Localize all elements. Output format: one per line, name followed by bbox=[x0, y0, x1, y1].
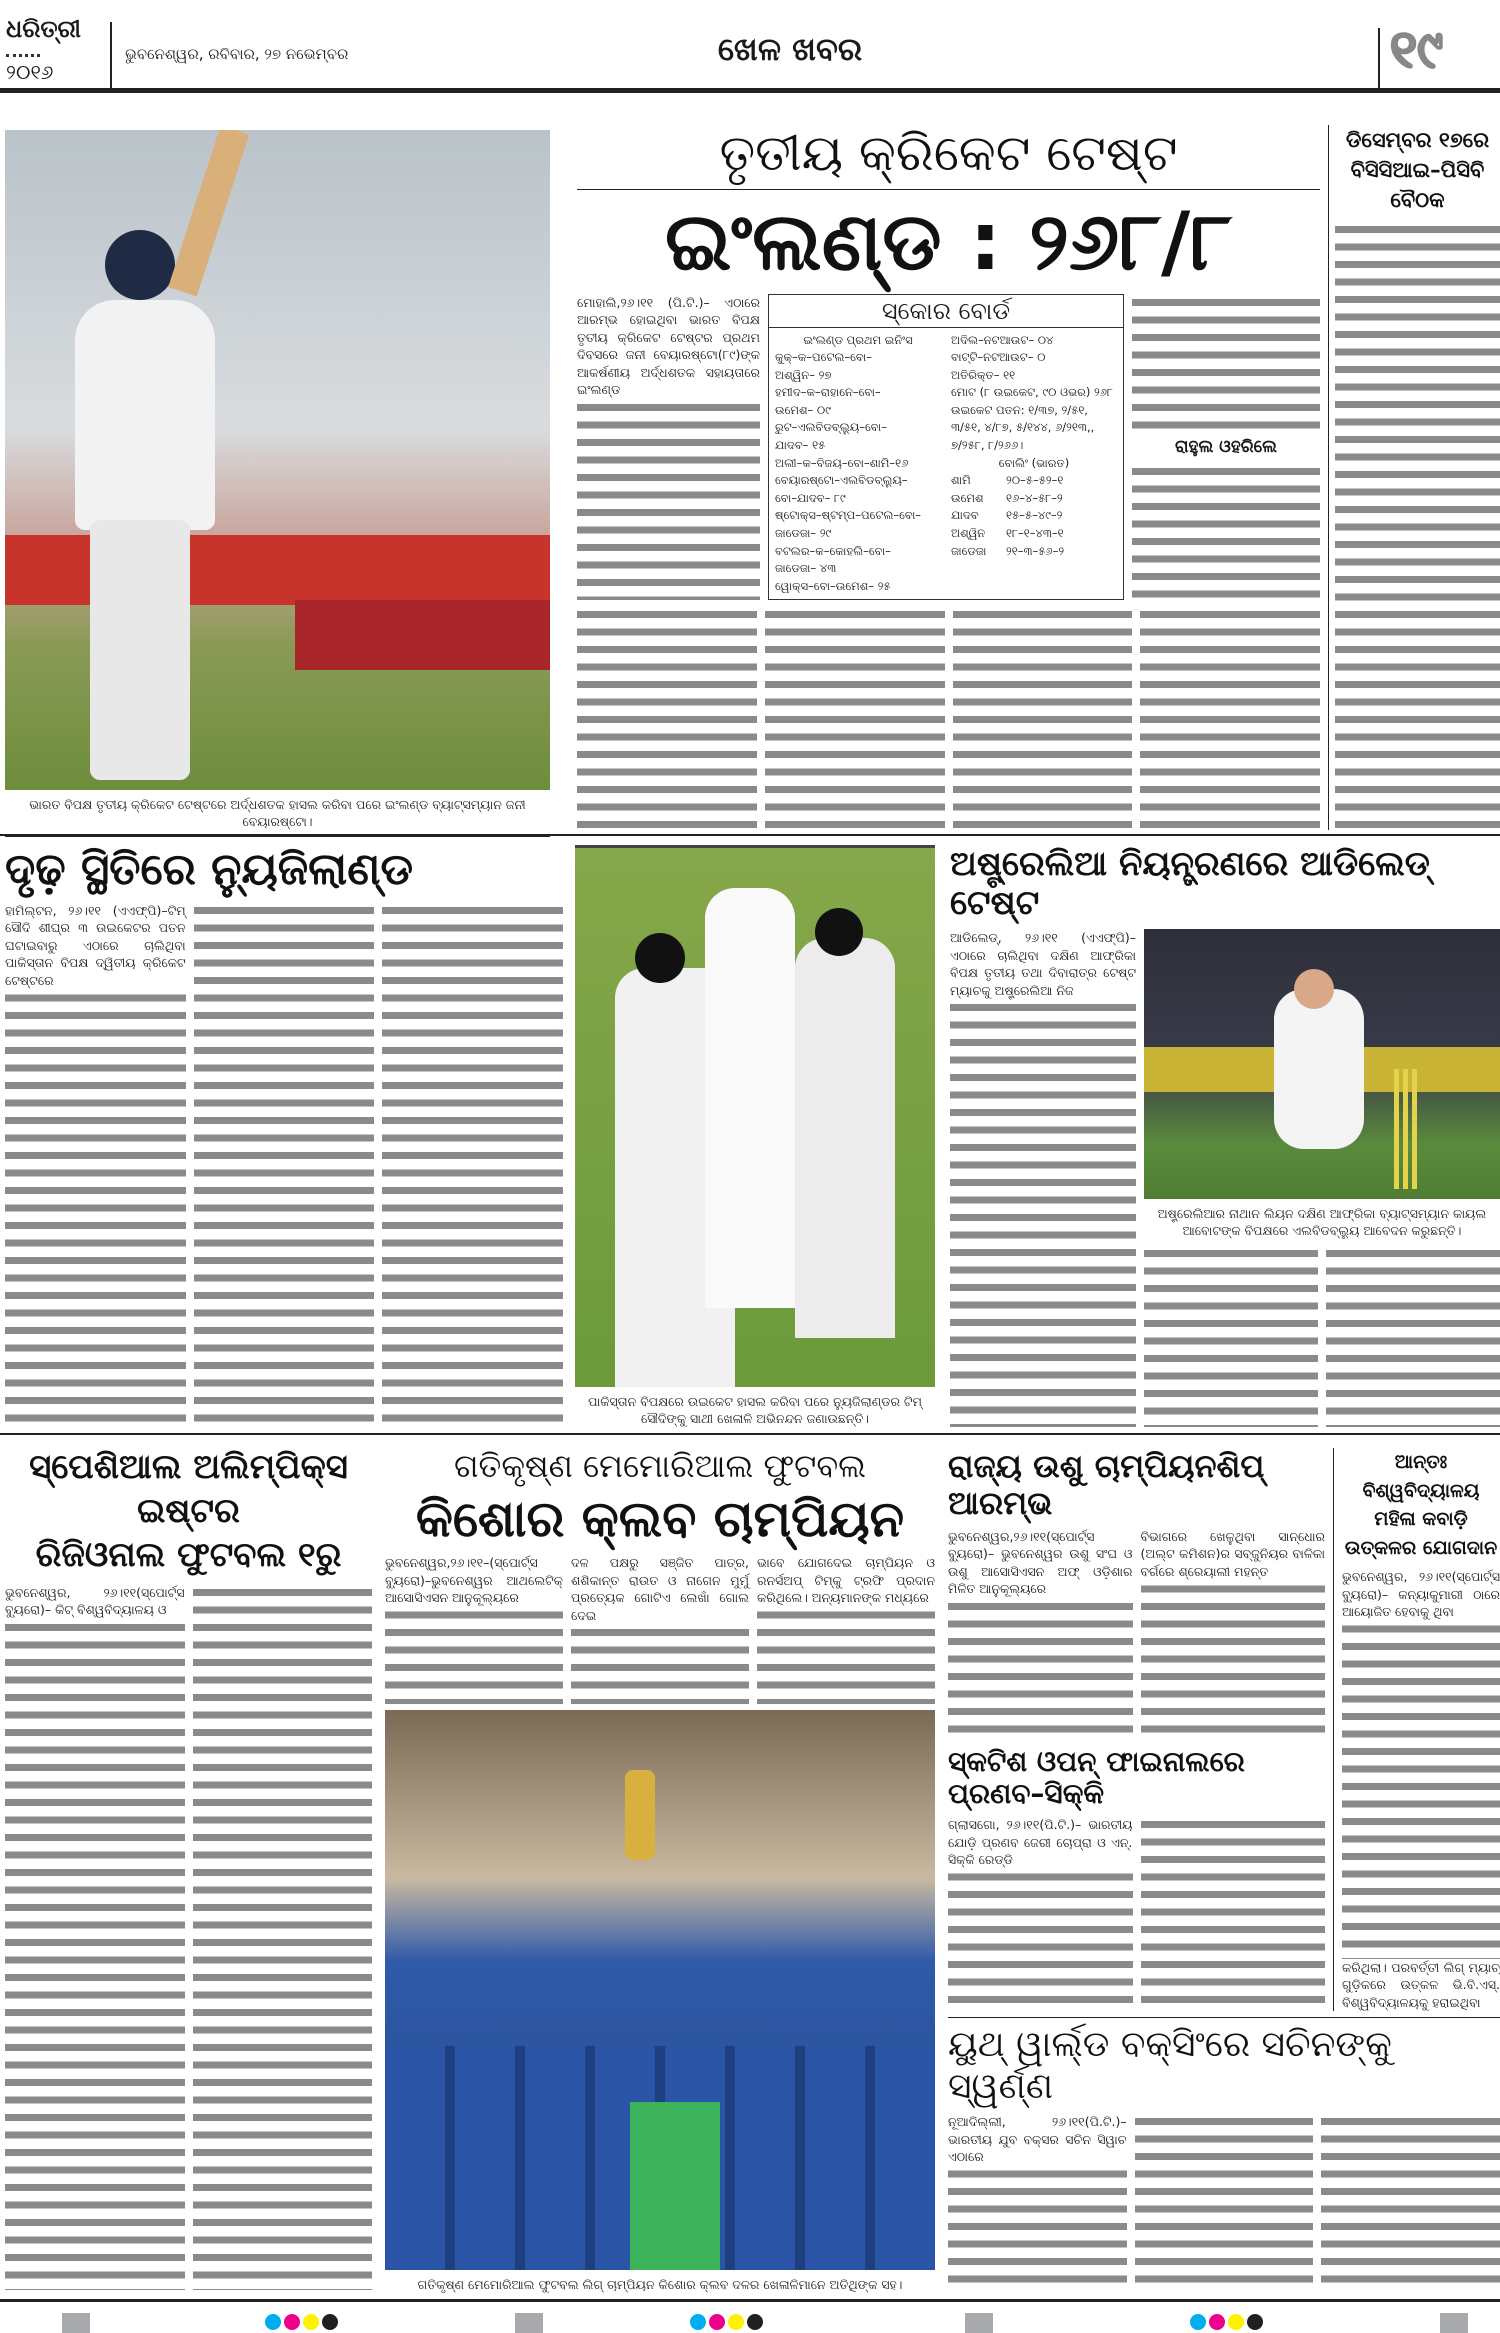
special-olympics-story bbox=[5, 1445, 372, 2290]
masthead-rule bbox=[0, 88, 1500, 93]
extras-list: ଅଦିଲ–ନଟଆଉଟ– ୦୪ ବାଟ୍ଟି–ନଟଆଉଟ– ୦ ଅତିରିକ୍ତ– ୧୧ ମୋଟ (୮ ଉଇକେଟ, ୯୦ ଓଭର) ୨୬୮ ଉଇକେଟ ପତନ: ୧/୩୭, ୨/୫୧, ୩/୫୧, ୪/୮୭, ୫/୧୪୪, ୬/୨୧୩,, ୭/୨୫୮, ୮/୨୬୬। ବୋଲିଂ (ଭାରତ) ଶାମି ୨୦–୫–୫୨–୧ ଉମେଶ ୧୬–୪–୫୮–୨ ଯାଦବ ୧୫–୫–୪୯–୨ ଅଶ୍ୱିନ ୧୮–୧–୪୩–୧ ଜାଡେଜା ୨୧–୩–୫୬–୨ bbox=[951, 332, 1117, 596]
subhead: ରାହୁଲ ଓହରିଲେ bbox=[1132, 437, 1320, 457]
registration-dot bbox=[265, 2314, 281, 2330]
scottish-column bbox=[1141, 1816, 1326, 2011]
bowling-row: ଜାଡେଜା ୨୧–୩–୫୬–୨ bbox=[951, 543, 1065, 558]
batting-row: ଅଲୀ–କ–ବିଜୟ–ବୋ–ଶାମି–୧୬ bbox=[775, 455, 909, 470]
bowling-row: ଯାଦବ ୧୫–୫–୪୯–୨ bbox=[951, 508, 1063, 523]
aus-photo-caption: ଅଷ୍ଟ୍ରେଲିଆର ନାଥାନ ଲିୟନ ଦକ୍ଷିଣ ଆଫ୍ରିକା ବ୍ୟାଟ୍ସମ୍ୟାନ କାୟଲ ଆବୋଟଙ୍କ ବିପକ୍ଷରେ ଏଲବିଡବ୍ଲ୍ୟୁ ଆବେଦନ କରୁଛନ୍ତି। bbox=[1157, 1206, 1487, 1239]
registration-dot bbox=[709, 2314, 725, 2330]
aus-column: ଆଡିଲେଡ୍, ୨୬।୧୧ (ଏଏଫ୍‌ପି)– ଏଠାରେ ଚାଲିଥିବା ଦକ୍ଷିଣ ଆଫ୍ରିକା ବିପକ୍ଷ ତୃତୀୟ ତଥା ଦିବାରାତ୍ର ଟେଷ୍ଟ ମ୍ୟାଚକୁ ଅଷ୍ଟ୍ରେଲିଆ ନିଜ bbox=[950, 929, 1136, 1427]
newspaper-logo: ଧରିତ୍ରୀ bbox=[6, 14, 81, 43]
scoreboard-title: ସ୍କୋର ବୋର୍ଡ bbox=[769, 295, 1123, 328]
registration-dot bbox=[284, 2314, 300, 2330]
lyon-photo bbox=[1144, 929, 1500, 1199]
batting-row: ରୁଟ–ଏଲବିଡବ୍ଲ୍ୟୁ–ବୋ– bbox=[775, 420, 887, 435]
gray-swatch bbox=[515, 2313, 543, 2333]
section-rule bbox=[0, 834, 1500, 836]
football-kicker: ଗତିକୃଷ୍ଣ ମେମୋରିଆଲ ଫୁଟବଲ bbox=[453, 1447, 867, 1485]
aus-column bbox=[1144, 1245, 1318, 1427]
batting-list: ଇଂଲଣ୍ଡ ପ୍ରଥମ ଇନିଂସ କୁକ୍–କ–ପଟେଲ–ବୋ– ଅଶ୍ୱିନ– ୨୭ ହମୀଦ–କ–ରାହାନେ–ବୋ– ଉମେଶ– ୦୯ ରୁଟ–ଏଲବିଡବ୍ଲ୍ୟୁ–ବୋ– ଯାଦବ– ୧୫ ଅଲୀ–କ–ବିଜୟ–ବୋ–ଶାମି–୧୬ ବେୟାରଷ୍ଟୋ–ଏଲବିଡବ୍ଲ୍ୟୁ– ବୋ–ଯାଦବ– ୮୯ ଷ୍ଟୋକ୍ସ–ଷ୍ଟମ୍ପ–ପଟେଲ–ବୋ– ଜାଡେଜା– ୨୯ ବଟଲର–କ–କୋହଲି–ବୋ– ଜାଡେଜା– ୪୩ ୱୋକ୍ସ–ବୋ–ଉମେଶ– ୨୫ bbox=[775, 332, 941, 596]
football-column: ଭାବେ ଯୋଗଦେଇ ଚାମ୍ପିୟନ ଓ ରନର୍ସଅପ୍ ଟିମ୍‌କୁ ଟ୍ରଫି ପ୍ରଦାନ କରିଥିଲେ। ଅନ୍ୟମାନଙ୍କ ମଧ୍ୟରେ bbox=[757, 1554, 935, 1704]
wushu-column: ଭୁବନେଶ୍ୱର,୨୬।୧୧(ସ୍ପୋର୍ଟ୍ସ ବ୍ୟୁରୋ)– ଭୁବନେଶ୍ୱର ଉଶୁ ସଂଘ ଓ ଉଶୁ ଆସୋସିଏସନ ଅଫ୍ ଓଡ଼ିଶାର ମିଳିତ ଆନୁକୂଲ୍ୟରେ bbox=[948, 1528, 1133, 1740]
top-story-column: ମୋହାଲି,୨୬।୧୧ (ପି.ଟି.)– ଏଠାରେ ଆରମ୍ଭ ହୋଇଥିବା ଭାରତ ବିପକ୍ଷ ତୃତୀୟ କ୍ରିକେଟ ଟେଷ୍ଟର ପ୍ରଥମ ଦିବସରେ ଜନୀ ବେୟାରଷ୍ଟୋ(୮୯)ଙ୍କ ଆକର୍ଷଣୀୟ ଅର୍ଦ୍ଧଶତକ ସହାୟତାରେ ଇଂଲଣ୍ଡ bbox=[577, 294, 760, 601]
batting-row: କୁକ୍–କ–ପଟେଲ–ବୋ– bbox=[775, 350, 873, 365]
sidebar-headline: ଡିସେମ୍ବର ୧୭ରେ ବିସିସିଆଇ–ପିସିବି ବୈଠକ bbox=[1345, 128, 1490, 212]
nz-headline: ଦୃଢ଼ ସ୍ଥିତିରେ ନ୍ୟୁଜିଲାଣ୍ଡ bbox=[5, 844, 414, 895]
boxing-column bbox=[1135, 2113, 1314, 2293]
column-rule bbox=[1328, 125, 1329, 830]
top-story-headline: ଇଂଲଣ୍ଡ : ୨୬୮/୮ bbox=[665, 194, 1232, 288]
masthead-divider bbox=[110, 22, 112, 88]
batting-row: ଜାଡେଜା– ୪୩ bbox=[775, 561, 837, 576]
football-headline: କିଶୋର କ୍ଲବ ଚାମ୍ପିୟନ bbox=[415, 1489, 905, 1548]
masthead bbox=[0, 0, 1500, 96]
bowling-row: ଅଶ୍ୱିନ ୧୮–୧–୪୩–୧ bbox=[951, 526, 1064, 541]
section-rule bbox=[948, 2017, 1500, 2018]
southee-photo bbox=[575, 845, 935, 1387]
masthead-divider bbox=[1378, 28, 1380, 88]
sidebar-column bbox=[1335, 221, 1500, 828]
special-olympics-column: ଭୁବନେଶ୍ୱର, ୨୬।୧୧(ସ୍ପୋର୍ଟ୍ସ ବ୍ୟୁରୋ)– କିଟ୍ ବିଶ୍ୱବିଦ୍ୟାଳୟ ଓ bbox=[5, 1584, 185, 2290]
kabaddi-headline: ଆନ୍ତଃ ବିଶ୍ୱବିଦ୍ୟାଳୟ ମହିଳା କବାଡ଼ି ଉତ୍କଳର ଯୋଗଦାନ bbox=[1344, 1451, 1498, 1559]
nz-column bbox=[382, 902, 563, 1425]
registration-dot bbox=[747, 2314, 763, 2330]
nz-column: ହାମିଲ୍ଟନ, ୨୬।୧୧ (ଏଏଫ୍‌ପି)–ଟିମ୍ ସୌଦି ଶୀଘ୍ର ୩ ଉଇକେଟର ପତନ ଘଟାଇବାରୁ ଏଠାରେ ଚାଲିଥିବା ପାକିସ୍ତାନ ବିପକ୍ଷ ଦ୍ୱିତୀୟ କ୍ରିକେଟ ଟେଷ୍ଟରେ bbox=[5, 902, 186, 1425]
nz-photo-caption: ପାକିସ୍ତାନ ବିପକ୍ଷରେ ଉଇକେଟ ହାସଲ କରିବା ପରେ ନ୍ୟୁଜିଲାଣ୍ଡର ଟିମ୍ ସୌଦିଙ୍କୁ ସାଥୀ ଖେଳାଳି ଅଭିନନ୍ଦନ ଜଣାଉଛନ୍ତି। bbox=[588, 1394, 922, 1426]
batting-row: ବେୟାରଷ୍ଟୋ–ଏଲବିଡବ୍ଲ୍ୟୁ– bbox=[775, 473, 908, 488]
top-story-kicker: ତୃତୀୟ କ୍ରିକେଟ ଟେଷ୍ଟ bbox=[719, 124, 1178, 182]
batting-row: ହମୀଦ–କ–ରାହାନେ–ବୋ– bbox=[775, 385, 881, 400]
section-rule bbox=[0, 1433, 1500, 1435]
registration-dot bbox=[1247, 2314, 1263, 2330]
date-line: ଭୁବନେଶ୍ୱର, ରବିବାର, ୨୭ ନଭେମ୍ବର bbox=[125, 45, 349, 63]
bairstow-photo bbox=[5, 130, 550, 790]
batting-row: ଉମେଶ– ୦୯ bbox=[775, 402, 831, 417]
batting-row: ଜାଡେଜା– ୨୯ bbox=[775, 526, 832, 541]
gray-swatch bbox=[1440, 2313, 1468, 2333]
football-column: ଭୁବନେଶ୍ୱର,୨୬।୧୧–(ସ୍ପୋର୍ଟ୍ସ ବ୍ୟୁରୋ)–ଭୁବନେଶ୍ୱର ଆଥଲେଟିକ୍ ଆସୋସିଏସନ ଆନୁକୂଲ୍ୟରେ bbox=[385, 1554, 563, 1704]
registration-dot bbox=[322, 2314, 338, 2330]
registration-dot bbox=[728, 2314, 744, 2330]
batting-row: ଅଶ୍ୱିନ– ୨୭ bbox=[775, 367, 832, 382]
caption-rule bbox=[5, 836, 550, 837]
boxing-column: ନୂଆଦିଲ୍ଲୀ, ୨୬।୧୧(ପି.ଟି.)– ଭାରତୀୟ ଯୁବ ବକ୍ସର ସଚିନ ସିୱାଚ ଏଠାରେ bbox=[948, 2113, 1127, 2293]
gray-swatch bbox=[965, 2313, 993, 2333]
wushu-column: ବିଭାଗରେ ଖେଳୁଥିବା ସାନ୍ଧୋର (ଅଲ୍ଟ କମିଶନ)ର ସବ୍‌ଜୁନିୟର ବାଳିକା ବର୍ଗରେ ଶ୍ରେୟାଲୀ ମହନ୍ତ bbox=[1141, 1528, 1326, 1740]
top-story-column bbox=[953, 606, 1133, 828]
registration-dot bbox=[1228, 2314, 1244, 2330]
nz-story bbox=[5, 845, 563, 1425]
batting-row: ଯାଦବ– ୧୫ bbox=[775, 438, 826, 453]
top-photo-caption: ଭାରତ ବିପକ୍ଷ ତୃତୀୟ କ୍ରିକେଟ ଟେଷ୍ଟରେ ଅର୍ଦ୍ଧଶତକ ହାସଲ କରିବା ପରେ ଇଂଲଣ୍ଡ ବ୍ୟାଟ୍ସମ୍ୟାନ ଜନୀ ବେୟାରଷ୍ଟୋ। bbox=[29, 797, 526, 829]
top-story bbox=[577, 125, 1320, 828]
aus-story bbox=[950, 845, 1500, 1427]
top-story-row bbox=[577, 294, 1320, 601]
football-photo-caption: ଗତିକୃଷ୍ଣ ମେମୋରିଆଲ ଫୁଟବଲ ଲିଗ୍ ଚାମ୍ପିୟନ କିଶୋର କ୍ଲବ ଦଳର ଖେଳାଳିମାନେ ଅତିଥିଙ୍କ ସହ। bbox=[417, 2277, 903, 2292]
scottish-open-headline: ସ୍କଟିଶ ଓପନ୍ ଫାଇନାଲରେ ପ୍ରଣବ–ସିକ୍କି bbox=[948, 1746, 1325, 1810]
boxing-headline: ୟୁଥ୍ ୱାର୍ଲ୍ଡ ବକ୍ସିଂରେ ସଚିନଙ୍କୁ ସ୍ୱର୍ଣ୍ଣ bbox=[948, 2024, 1392, 2107]
special-olympics-headline: ସ୍ପେଶିଆଲ ଅଲିମ୍ପିକ୍ସ ଇଷ୍ଟର ରିଜିଓନାଲ ଫୁଟବଲ ୧ରୁ bbox=[29, 1447, 348, 1576]
top-story-column bbox=[1132, 463, 1320, 600]
batting-row: ଷ୍ଟୋକ୍ସ–ଷ୍ଟମ୍ପ–ପଟେଲ–ବୋ– bbox=[775, 508, 922, 523]
top-story-row bbox=[577, 606, 1320, 828]
registration-dot bbox=[690, 2314, 706, 2330]
batting-row: ୱୋକ୍ସ–ବୋ–ଉମେଶ– ୨୫ bbox=[775, 578, 891, 593]
football-column: ଦଳ ପକ୍ଷରୁ ସଞ୍ଜିତ ପାତ୍ର, ଶଶିକାନ୍ତ ରାଉତ ଓ ନାଗେନ ମୁର୍ମୁ ପ୍ରତ୍ୟେକ ଗୋଟିଏ ଲେଖାଁ ଗୋଲ ଦେଇ bbox=[571, 1554, 749, 1704]
top-photo-block bbox=[5, 130, 550, 830]
top-story-column bbox=[765, 606, 945, 828]
boxing-column bbox=[1321, 2113, 1500, 2293]
batting-row: ବୋ–ଯାଦବ– ୮୯ bbox=[775, 490, 846, 505]
bowling-row: ଉମେଶ ୧୬–୪–୫୮–୨ bbox=[951, 490, 1063, 505]
gray-swatch bbox=[62, 2313, 90, 2333]
page-number: ୧୯ bbox=[1390, 20, 1443, 80]
registration-dot bbox=[1190, 2314, 1206, 2330]
kicker-rule bbox=[577, 189, 1320, 190]
scoreboard bbox=[768, 294, 1124, 601]
section-title: ଖେଳ ଖବର bbox=[717, 30, 863, 68]
registration-dot bbox=[1209, 2314, 1225, 2330]
wushu-headline: ରାଜ୍ୟ ଉଶୁ ଚାମ୍ପିୟନଶିପ୍ ଆରମ୍ଭ bbox=[948, 1447, 1265, 1522]
edition-year: ୨୦୧୬ bbox=[6, 60, 54, 84]
footer-rule bbox=[0, 2299, 1500, 2302]
football-story bbox=[385, 1448, 935, 2293]
aus-headline: ଅଷ୍ଟ୍ରେଲିଆ ନିୟନ୍ତ୍ରଣରେ ଆଡିଲେଡ୍ ଟେଷ୍ଟ bbox=[950, 844, 1430, 924]
bowling-row: ଶାମି ୨୦–୫–୫୨–୧ bbox=[951, 473, 1064, 488]
logo-ruler bbox=[6, 52, 40, 57]
right-bottom bbox=[948, 1448, 1500, 2293]
nz-column bbox=[194, 902, 375, 1425]
registration-dot bbox=[303, 2314, 319, 2330]
sidebar-top bbox=[1335, 125, 1500, 828]
special-olympics-column bbox=[193, 1584, 373, 2290]
top-story-column bbox=[1140, 606, 1320, 828]
batting-row: ବଟଲର–କ–କୋହଲି–ବୋ– bbox=[775, 543, 891, 558]
scottish-column: ଗ୍ଲାସଗୋ, ୨୬।୧୧(ପି.ଟି.)– ଭାରତୀୟ ଯୋଡ଼ି ପ୍ରଣବ ଜେରୀ ଚୋପ୍ରା ଓ ଏନ୍. ସିକ୍କି ରେଡ୍ଡି bbox=[948, 1816, 1133, 2011]
kabaddi-column: ଭୁବନେଶ୍ୱର, ୨୬।୧୧(ସ୍ପୋର୍ଟ୍ସ ବ୍ୟୁରୋ)– କନ୍ୟାକୁମାରୀ ଠାରେ ଆୟୋଜିତ ହେବାକୁ ଥିବା କରିଥିଲା। ପରବର୍ତ୍ତୀ ଲିଗ୍ ମ୍ୟାଚ୍ ଗୁଡ଼ିକରେ ଉତ୍କଳ ଭି.ବି.ଏସ୍. ବିଶ୍ୱବିଦ୍ୟାଳୟକୁ ହରାଇଥିବା bbox=[1342, 1569, 1500, 2010]
nz-photo-block bbox=[575, 845, 935, 1427]
top-story-column bbox=[1132, 294, 1320, 431]
top-story-column bbox=[577, 606, 757, 828]
aus-column bbox=[1326, 1245, 1500, 1427]
kishore-club-photo bbox=[385, 1710, 935, 2270]
